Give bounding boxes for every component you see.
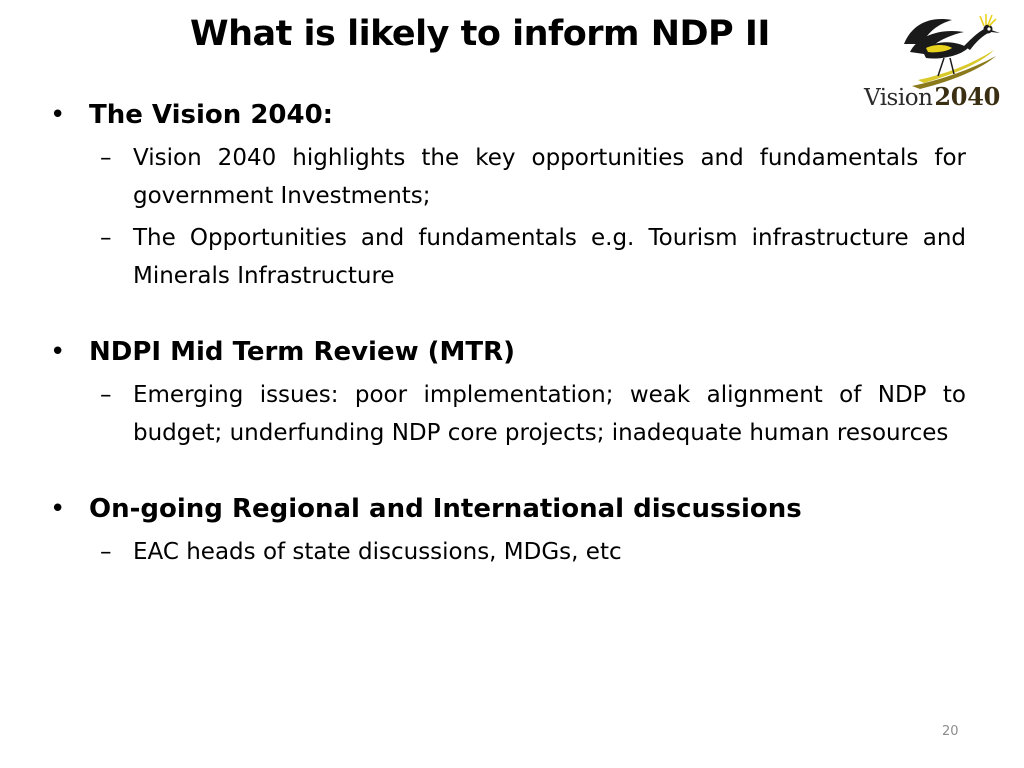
dash-icon: – (100, 382, 112, 408)
bullet-icon: • (50, 100, 66, 130)
logo-year: 2040 (934, 82, 1000, 111)
slide-title: What is likely to inform NDP II (190, 14, 770, 54)
heading-text: On-going Regional and International discussions (89, 494, 802, 524)
dash-icon: – (100, 225, 112, 251)
bullet-icon: • (50, 337, 66, 367)
dash-icon: – (100, 145, 112, 171)
crowned-crane-icon (860, 10, 1016, 90)
bullet-heading (50, 95, 966, 135)
page-number: 20 (942, 724, 959, 739)
sub-bullet-text: Vision 2040 highlights the key opportunities and fundamentals for government Investments; (133, 145, 966, 209)
bullet-heading (50, 332, 966, 372)
heading-text: NDPI Mid Term Review (MTR) (89, 337, 516, 367)
section-vision-2040 (50, 95, 966, 295)
dash-icon: – (100, 539, 112, 565)
bullet-heading (50, 489, 966, 529)
section-regional-discussions (50, 489, 966, 571)
sub-bullet (100, 139, 966, 215)
sub-bullet-text: The Opportunities and fundamentals e.g. Tourism infrastructure and Minerals Infrastructure (133, 225, 966, 289)
sub-bullet (100, 376, 966, 452)
sub-bullet (100, 533, 966, 571)
bullet-icon: • (50, 494, 66, 524)
logo-word: Vision (864, 85, 933, 111)
heading-text: The Vision 2040: (89, 100, 334, 130)
slide-body (50, 95, 966, 571)
section-mid-term-review (50, 332, 966, 452)
sub-bullet-text: EAC heads of state discussions, MDGs, etc (133, 539, 622, 565)
sub-bullet-text: Emerging issues: poor implementation; weak alignment of NDP to budget; underfunding NDP core projects; inadequate human resources (133, 382, 966, 446)
sub-bullet (100, 219, 966, 295)
